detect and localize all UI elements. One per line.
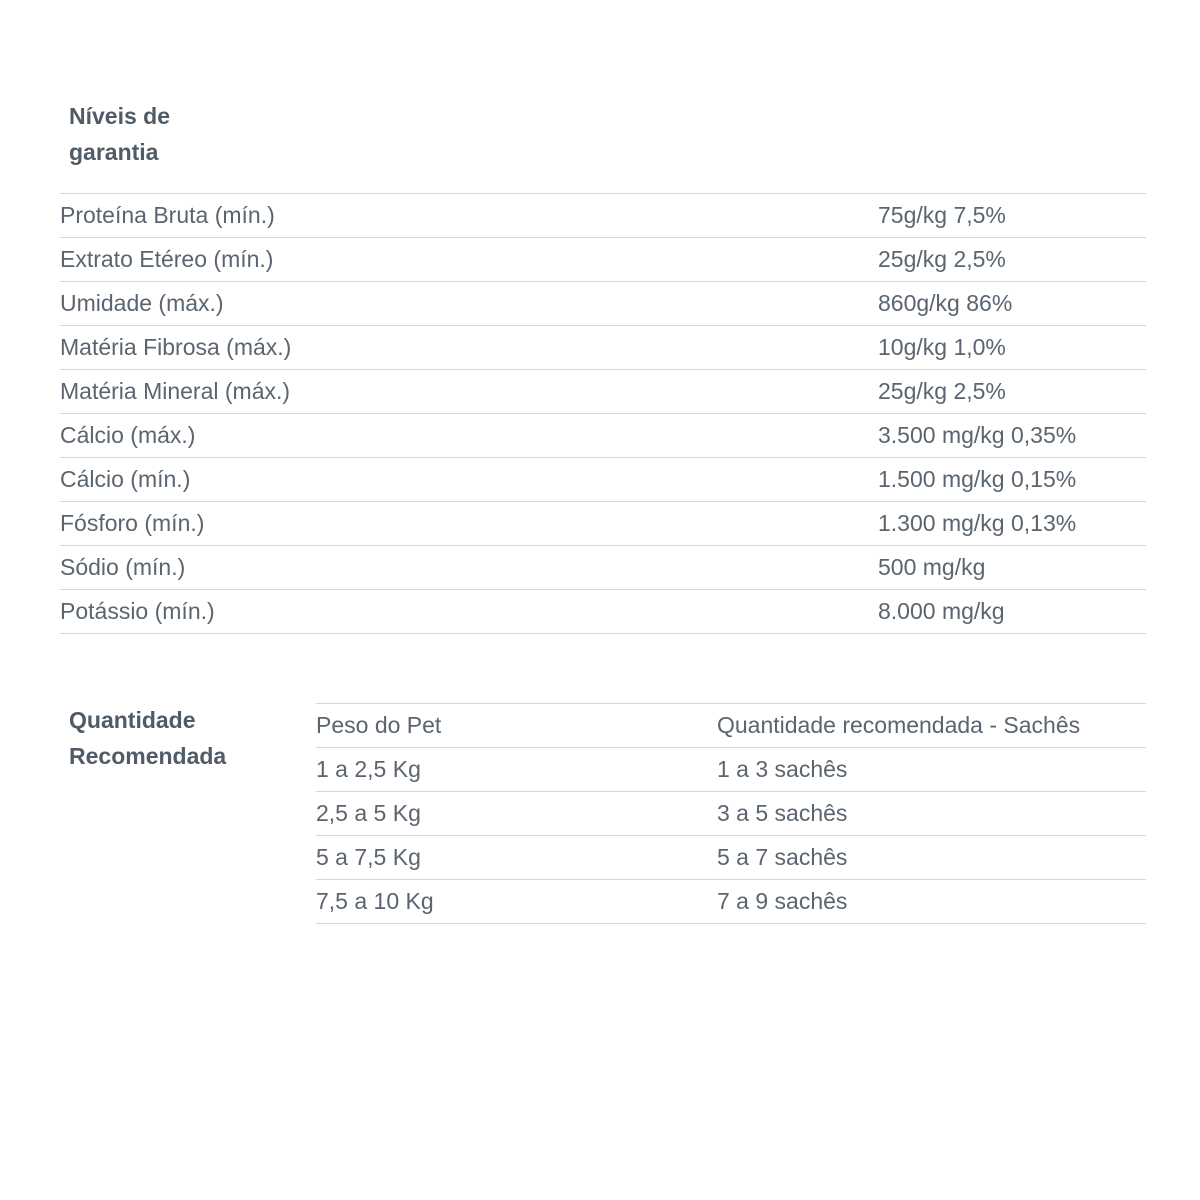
quantity-title-line1: Quantidade — [69, 707, 196, 733]
pet-weight: 5 a 7,5 Kg — [316, 836, 717, 880]
table-row — [60, 590, 1146, 634]
guarantee-levels-table — [60, 193, 1146, 634]
guarantee-levels-title — [69, 98, 170, 170]
sachet-amount: 1 a 3 sachês — [717, 748, 1146, 792]
table-row — [316, 792, 1146, 836]
nutrient-value: 10g/kg 1,0% — [878, 326, 1146, 370]
column-header-amount: Quantidade recomendada - Sachês — [717, 704, 1146, 748]
sachet-amount: 3 a 5 sachês — [717, 792, 1146, 836]
nutrient-value: 75g/kg 7,5% — [878, 194, 1146, 238]
nutrient-value: 1.500 mg/kg 0,15% — [878, 458, 1146, 502]
nutrient-name: Proteína Bruta (mín.) — [60, 194, 878, 238]
nutrient-value: 25g/kg 2,5% — [878, 238, 1146, 282]
nutrient-name: Cálcio (máx.) — [60, 414, 878, 458]
nutrient-name: Fósforo (mín.) — [60, 502, 878, 546]
table-row — [60, 194, 1146, 238]
nutrient-value: 500 mg/kg — [878, 546, 1146, 590]
nutrient-value: 3.500 mg/kg 0,35% — [878, 414, 1146, 458]
table-row — [316, 748, 1146, 792]
table-row — [60, 458, 1146, 502]
quantity-title-line2: Recomendada — [69, 743, 227, 769]
table-header-row — [316, 704, 1146, 748]
guarantee-title-line2: garantia — [69, 139, 159, 165]
pet-weight: 2,5 a 5 Kg — [316, 792, 717, 836]
nutrient-value: 1.300 mg/kg 0,13% — [878, 502, 1146, 546]
table-row — [60, 238, 1146, 282]
table-row — [60, 326, 1146, 370]
table-row — [316, 836, 1146, 880]
nutrient-name: Potássio (mín.) — [60, 590, 878, 634]
sachet-amount: 7 a 9 sachês — [717, 880, 1146, 924]
nutrient-name: Matéria Fibrosa (máx.) — [60, 326, 878, 370]
sachet-amount: 5 a 7 sachês — [717, 836, 1146, 880]
table-row — [316, 880, 1146, 924]
nutrient-value: 8.000 mg/kg — [878, 590, 1146, 634]
column-header-weight: Peso do Pet — [316, 704, 717, 748]
recommended-quantity-title — [69, 702, 226, 774]
table-row — [60, 414, 1146, 458]
pet-weight: 7,5 a 10 Kg — [316, 880, 717, 924]
pet-weight: 1 a 2,5 Kg — [316, 748, 717, 792]
recommended-quantity-table — [316, 703, 1146, 924]
nutrient-name: Extrato Etéreo (mín.) — [60, 238, 878, 282]
nutrient-name: Sódio (mín.) — [60, 546, 878, 590]
guarantee-title-line1: Níveis de — [69, 103, 170, 129]
nutrient-value: 860g/kg 86% — [878, 282, 1146, 326]
nutrient-name: Matéria Mineral (máx.) — [60, 370, 878, 414]
table-row — [60, 502, 1146, 546]
table-row — [60, 370, 1146, 414]
table-row — [60, 282, 1146, 326]
nutrient-name: Umidade (máx.) — [60, 282, 878, 326]
nutrient-name: Cálcio (mín.) — [60, 458, 878, 502]
table-row — [60, 546, 1146, 590]
nutrient-value: 25g/kg 2,5% — [878, 370, 1146, 414]
